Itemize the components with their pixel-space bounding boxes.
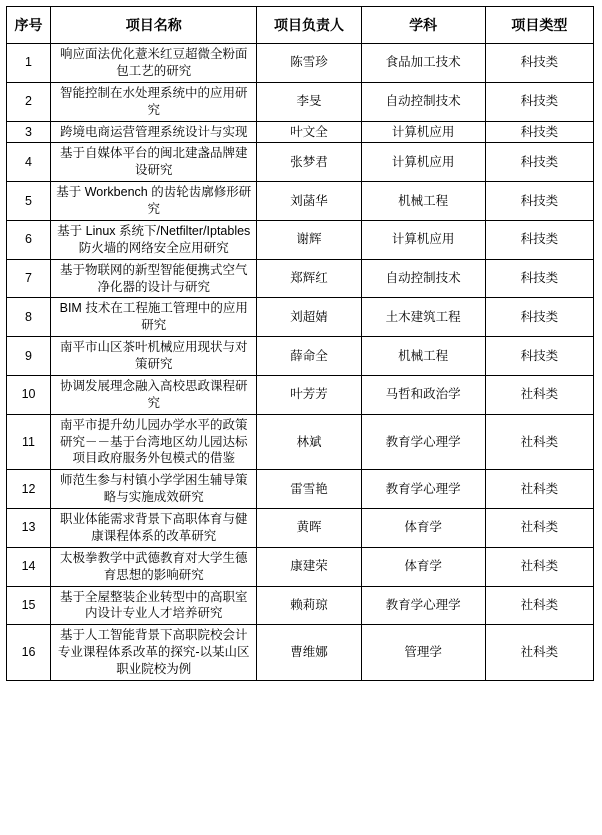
cell-index: 9 [7,337,51,376]
cell-index: 10 [7,375,51,414]
cell-project-type: 科技类 [485,337,593,376]
cell-index: 15 [7,586,51,625]
cell-project-type: 科技类 [485,143,593,182]
column-header-discipline: 学科 [361,7,485,44]
cell-discipline: 食品加工技术 [361,44,485,83]
cell-project-name: 智能控制在水处理系统中的应用研究 [51,82,257,121]
cell-discipline: 管理学 [361,625,485,681]
column-header-type: 项目类型 [485,7,593,44]
column-header-name: 项目名称 [51,7,257,44]
cell-project-lead: 黄晖 [257,509,361,548]
cell-project-lead: 叶文全 [257,121,361,143]
cell-index: 2 [7,82,51,121]
cell-project-name: 基于物联网的新型智能便携式空气净化器的设计与研究 [51,259,257,298]
table-row [7,470,594,509]
cell-discipline: 教育学心理学 [361,470,485,509]
cell-project-name: 基于人工智能背景下高职院校会计专业课程体系改革的探究-以某山区职业院校为例 [51,625,257,681]
cell-index: 14 [7,547,51,586]
cell-index: 16 [7,625,51,681]
cell-discipline: 计算机应用 [361,220,485,259]
cell-project-lead: 刘菡华 [257,182,361,221]
cell-project-type: 社科类 [485,414,593,470]
cell-discipline: 教育学心理学 [361,414,485,470]
cell-project-name: 基于自媒体平台的闽北建盏品牌建设研究 [51,143,257,182]
cell-project-lead: 叶芳芳 [257,375,361,414]
cell-project-lead: 林斌 [257,414,361,470]
cell-project-type: 社科类 [485,470,593,509]
cell-discipline: 自动控制技术 [361,259,485,298]
cell-project-lead: 康建荣 [257,547,361,586]
cell-project-name: 师范生参与村镇小学学困生辅导策略与实施成效研究 [51,470,257,509]
cell-index: 12 [7,470,51,509]
table-row [7,121,594,143]
cell-index: 5 [7,182,51,221]
cell-project-name: 基于 Linux 系统下/Netfilter/Iptables 防火墙的网络安全应用研究 [51,220,257,259]
cell-project-type: 科技类 [485,44,593,83]
cell-project-name: BIM 技术在工程施工管理中的应用研究 [51,298,257,337]
cell-project-type: 科技类 [485,220,593,259]
table-row [7,586,594,625]
cell-discipline: 体育学 [361,509,485,548]
cell-discipline: 教育学心理学 [361,586,485,625]
table-row [7,44,594,83]
cell-project-lead: 谢辉 [257,220,361,259]
table-row [7,220,594,259]
table-row [7,182,594,221]
cell-discipline: 机械工程 [361,337,485,376]
table-row [7,414,594,470]
cell-project-type: 科技类 [485,182,593,221]
table-row [7,298,594,337]
cell-project-type: 科技类 [485,259,593,298]
cell-discipline: 自动控制技术 [361,82,485,121]
cell-project-type: 科技类 [485,298,593,337]
cell-project-name: 南平市提升幼儿园办学水平的政策研究－－基于台湾地区幼儿园达标项目政府服务外包模式的借鉴 [51,414,257,470]
cell-project-type: 社科类 [485,547,593,586]
cell-discipline: 马哲和政治学 [361,375,485,414]
cell-discipline: 体育学 [361,547,485,586]
cell-project-type: 社科类 [485,586,593,625]
cell-project-name: 协调发展理念融入高校思政课程研究 [51,375,257,414]
cell-project-lead: 曹维娜 [257,625,361,681]
cell-project-lead: 李旻 [257,82,361,121]
cell-discipline: 计算机应用 [361,121,485,143]
cell-project-type: 社科类 [485,509,593,548]
cell-project-type: 社科类 [485,625,593,681]
cell-project-name: 南平市山区茶叶机械应用现状与对策研究 [51,337,257,376]
cell-project-lead: 刘超婧 [257,298,361,337]
cell-index: 8 [7,298,51,337]
cell-discipline: 计算机应用 [361,143,485,182]
table-row [7,82,594,121]
table-row [7,143,594,182]
cell-project-name: 太极拳教学中武德教育对大学生德育思想的影响研究 [51,547,257,586]
cell-project-lead: 雷雪艳 [257,470,361,509]
table-row [7,375,594,414]
table-row [7,509,594,548]
cell-project-type: 科技类 [485,121,593,143]
cell-project-name: 基于 Workbench 的齿轮齿廓修形研究 [51,182,257,221]
cell-project-name: 跨境电商运营管理系统设计与实现 [51,121,257,143]
table-header-row [7,7,594,44]
cell-index: 6 [7,220,51,259]
cell-index: 7 [7,259,51,298]
cell-index: 4 [7,143,51,182]
cell-project-lead: 陈雪珍 [257,44,361,83]
cell-index: 13 [7,509,51,548]
table-row [7,259,594,298]
cell-discipline: 土木建筑工程 [361,298,485,337]
cell-project-type: 科技类 [485,82,593,121]
table-row [7,625,594,681]
cell-project-lead: 郑辉红 [257,259,361,298]
cell-discipline: 机械工程 [361,182,485,221]
cell-index: 11 [7,414,51,470]
cell-project-lead: 薛命全 [257,337,361,376]
column-header-index: 序号 [7,7,51,44]
cell-project-type: 社科类 [485,375,593,414]
table-row [7,337,594,376]
project-table [6,6,594,681]
cell-project-lead: 张梦君 [257,143,361,182]
cell-project-name: 基于全屋整装企业转型中的高职室内设计专业人才培养研究 [51,586,257,625]
table-row [7,547,594,586]
column-header-lead: 项目负责人 [257,7,361,44]
cell-project-name: 响应面法优化薏米红豆超微全粉面包工艺的研究 [51,44,257,83]
cell-index: 3 [7,121,51,143]
cell-index: 1 [7,44,51,83]
cell-project-name: 职业体能需求背景下高职体育与健康课程体系的改革研究 [51,509,257,548]
cell-project-lead: 赖莉琼 [257,586,361,625]
